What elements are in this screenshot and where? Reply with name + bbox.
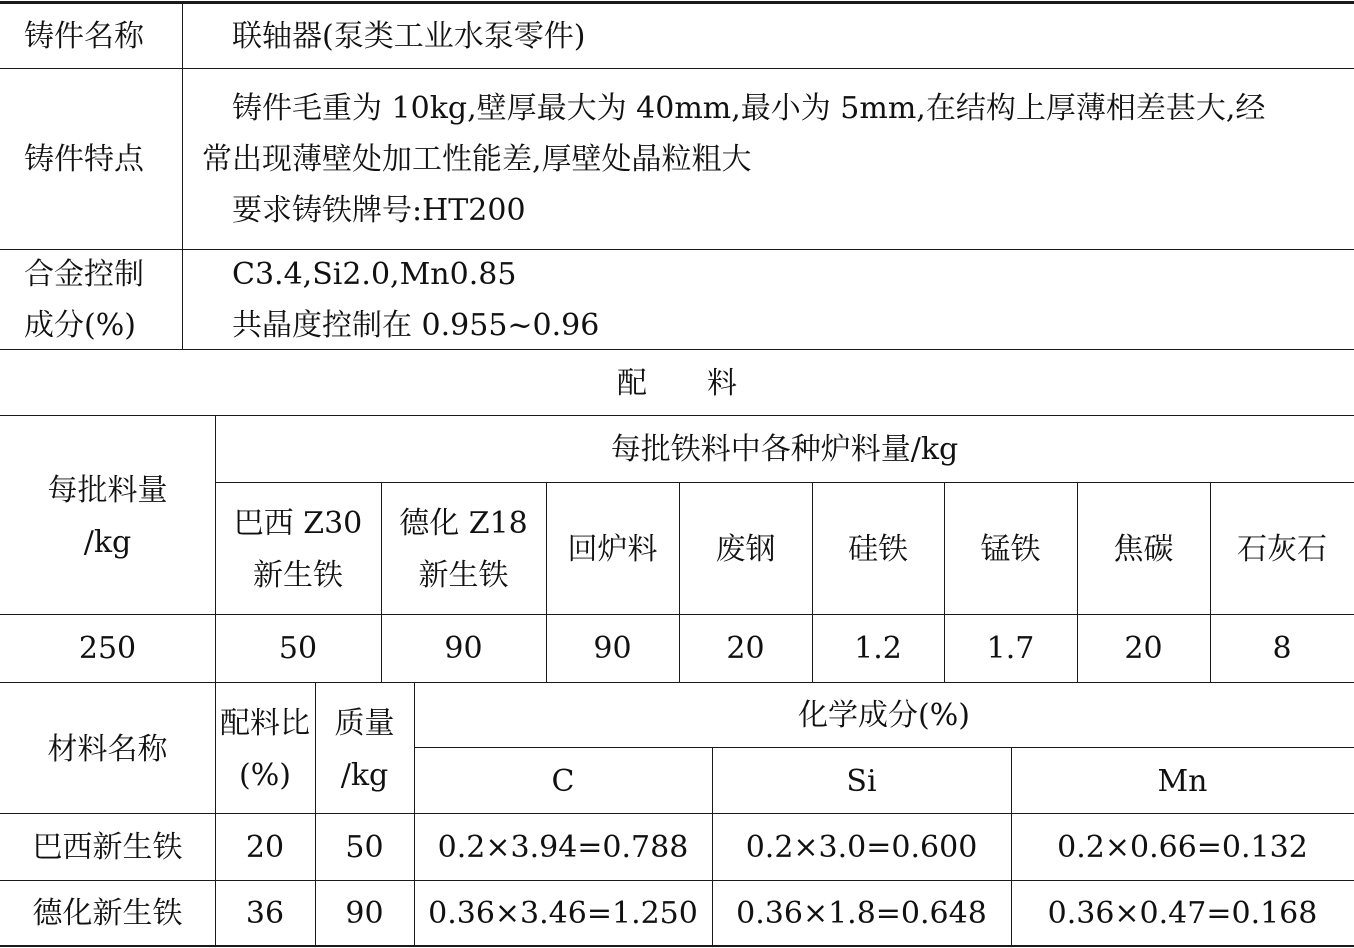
column-header: 废钢 <box>715 532 776 567</box>
rule <box>182 3 183 349</box>
table-cell: 20 <box>726 631 765 666</box>
table-cell: 36 <box>245 896 285 931</box>
table-cell: 0.2×3.94=0.788 <box>437 830 689 865</box>
table-cell: 250 <box>78 631 137 666</box>
rule <box>0 614 1354 615</box>
bottom-rule <box>0 945 1354 947</box>
table-cell: 1.2 <box>854 631 902 666</box>
alloy-composition: C3.4,Si2.0,Mn0.85 <box>232 257 517 292</box>
chem-composition-header: 化学成分(%) <box>798 698 970 733</box>
element-header: C <box>551 764 575 799</box>
mass-header: /kg <box>340 758 389 793</box>
rule <box>0 415 1354 416</box>
table-cell: 1.7 <box>986 631 1035 666</box>
rule <box>215 482 1354 483</box>
table-cell: 50 <box>345 830 384 865</box>
rule <box>0 813 1354 814</box>
table-cell: 0.36×1.8=0.648 <box>736 896 987 931</box>
rule <box>0 880 1354 881</box>
element-header: Si <box>846 764 877 799</box>
column-header: 新生铁 <box>418 558 509 593</box>
table-cell: 20 <box>245 830 285 865</box>
ratio-header: 配料比 <box>220 706 310 741</box>
rule <box>0 249 1354 250</box>
charge-group-header: 每批铁料中各种炉料量/kg <box>610 432 959 467</box>
column-header: 硅铁 <box>848 532 908 567</box>
table-cell: 德化新生铁 <box>32 896 183 931</box>
table-cell: 50 <box>278 631 318 666</box>
table-cell: 0.36×3.46=1.250 <box>428 896 698 931</box>
column-header: 德化 Z18 <box>399 506 528 541</box>
mass-header: 质量 <box>334 706 395 741</box>
table-cell: 0.36×0.47=0.168 <box>1047 896 1318 931</box>
rule <box>0 349 1354 350</box>
table-cell: 巴西新生铁 <box>32 830 183 865</box>
column-header: 焦碳 <box>1113 532 1174 567</box>
column-header: 新生铁 <box>253 558 343 593</box>
batch-amount-label: 每批料量 <box>47 473 168 508</box>
table-cell: 0.2×0.66=0.132 <box>1057 830 1308 865</box>
features-line-1: 铸件毛重为 10kg,壁厚最大为 40mm,最小为 5mm,在结构上厚薄相差甚大,经 <box>232 91 1266 126</box>
alloy-label: 合金控制 <box>24 257 144 292</box>
element-header: Mn <box>1157 764 1208 799</box>
rule <box>0 68 1354 69</box>
casting-name-value: 联轴器(泵类工业水泵零件) <box>232 19 586 54</box>
ratio-header: (%) <box>239 758 291 793</box>
column-header: 锰铁 <box>980 532 1041 567</box>
table-cell: 90 <box>444 631 483 666</box>
table-cell: 8 <box>1272 631 1292 666</box>
top-rule <box>0 1 1354 4</box>
material-name-header: 材料名称 <box>47 732 168 767</box>
rule <box>414 747 1354 748</box>
alloy-label: 成分(%) <box>24 308 136 343</box>
column-header: 石灰石 <box>1237 532 1327 567</box>
rule <box>0 682 1354 683</box>
table-cell: 20 <box>1124 631 1163 666</box>
features-label: 铸件特点 <box>24 142 144 177</box>
casting-name-label: 铸件名称 <box>24 19 144 54</box>
eutectic-degree: 共晶度控制在 0.955~0.96 <box>232 308 600 343</box>
features-line-3: 要求铸铁牌号:HT200 <box>232 193 526 228</box>
batch-amount-unit: /kg <box>83 525 132 560</box>
table-cell: 0.2×3.0=0.600 <box>745 830 978 865</box>
column-header: 巴西 Z30 <box>233 506 363 541</box>
table-cell: 90 <box>345 896 384 931</box>
section-title: 配 料 <box>617 366 737 401</box>
column-header: 回炉料 <box>567 532 658 567</box>
table-cell: 90 <box>593 631 632 666</box>
features-line-2: 常出现薄壁处加工性能差,厚壁处晶粒粗大 <box>202 142 752 177</box>
